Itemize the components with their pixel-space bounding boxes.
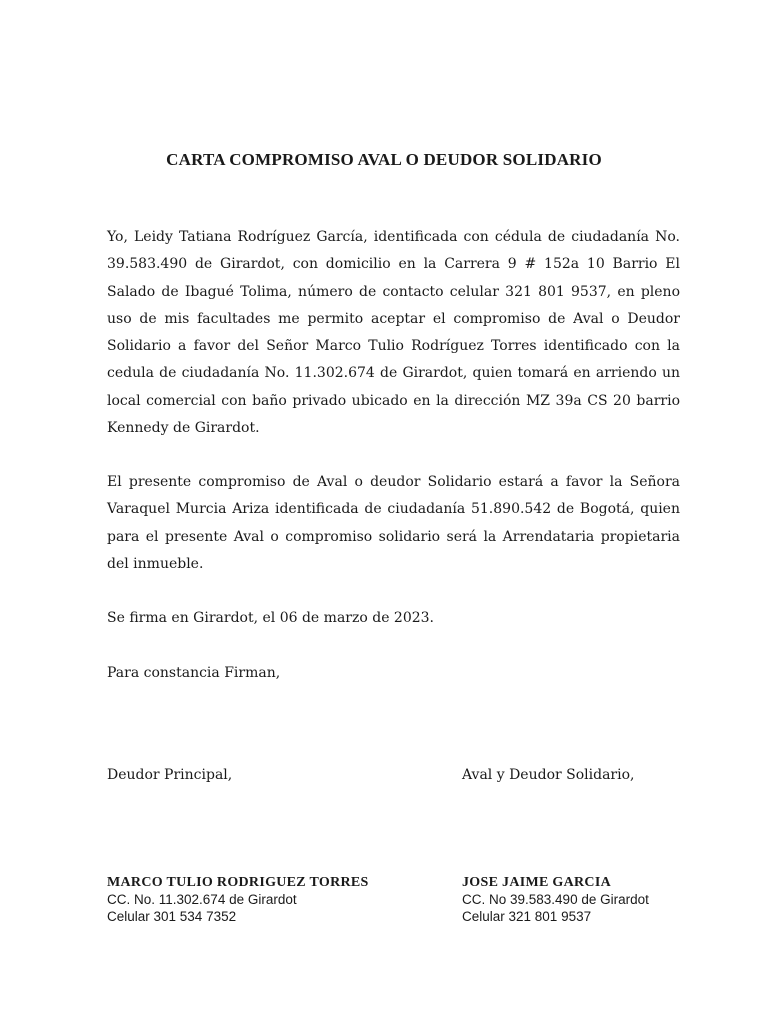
signature-block-right — [462, 874, 649, 925]
signature-role-left: Deudor Principal, — [107, 767, 233, 783]
signer-phone-left: Celular 301 534 7352 — [107, 909, 237, 924]
document-title: CARTA COMPROMISO AVAL O DEUDOR SOLIDARIO — [166, 150, 602, 169]
signature-block-left — [107, 874, 369, 925]
signer-name-right: JOSE JAIME GARCIA — [462, 875, 612, 890]
signer-id-right: CC. No 39.583.490 de Girardot — [462, 892, 649, 907]
paragraph-declaration: Yo, Leidy Tatiana Rodríguez García, identificada con cédula de ciudadanía No. 39.583.490 de Girardot, con domicilio en la Carrera 9 # 152a 10 Barrio El Salado de Ibagué Tolima, número de contacto celular 321 801 9537, en pleno uso de mis facultades me permito aceptar el compromiso de Aval o Deudor Solidario a favor del Señor Marco Tulio Rodríguez Torres identificado con la cedula de ciudadanía No. 11.302.674 de Girardot, quien tomará en arriendo un local comercial con baño privado ubicado en la dirección MZ 39a CS 20 barrio Kennedy de Girardot. — [107, 229, 680, 437]
signature-role-right: Aval y Deudor Solidario, — [462, 767, 635, 783]
paragraph-constancy: Para constancia Firman, — [107, 665, 281, 681]
signer-name-left: MARCO TULIO RODRIGUEZ TORRES — [107, 875, 369, 890]
signer-phone-right: Celular 321 801 9537 — [462, 909, 592, 924]
signer-id-left: CC. No. 11.302.674 de Girardot — [107, 892, 297, 907]
paragraph-beneficiary: El presente compromiso de Aval o deudor Solidario estará a favor la Señora Varaquel Murcia Ariza identificada de ciudadanía 51.890.542 de Bogotá, quien para el presente Aval o compromiso solidario será la Arrendataria propietaria del inmueble. — [107, 474, 680, 572]
paragraph-signing-date: Se firma en Girardot, el 06 de marzo de 2023. — [107, 610, 435, 626]
